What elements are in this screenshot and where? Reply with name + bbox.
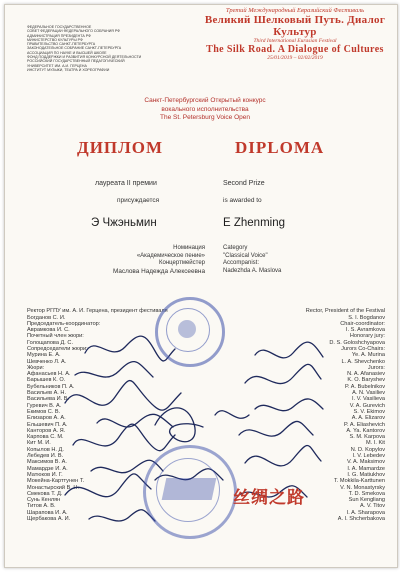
jury-member: Васильева И. В. — [27, 396, 70, 403]
jury-member: I. G. Matiukhov — [347, 471, 385, 478]
jury-member: Афанасьев Н. А. — [27, 371, 71, 378]
org-line: ПРАВИТЕЛЬСТВО САНКТ-ПЕТЕРБУРГА — [27, 42, 96, 47]
signature — [255, 399, 323, 411]
jury-member: Копылов Н. Д. — [27, 446, 64, 453]
prize-en: Second Prize — [223, 180, 265, 187]
festival-title-ru: Великий Шелковый Путь. Диалог Культур — [204, 14, 386, 38]
jury-member: Жюри: — [27, 364, 45, 371]
jury-member: Барышев К. О. — [27, 377, 66, 384]
festival-title-ru-small: Третий Международный Евразийский Фестиваль — [225, 7, 365, 14]
jury-member: Васильев А. Н. — [27, 390, 67, 397]
festival-stamp — [143, 445, 237, 539]
signature — [75, 362, 153, 377]
jury-member: Щербакова А. И. — [27, 516, 71, 522]
jury-member: Сопредседатели жюри: — [27, 345, 88, 352]
jury-member: Кит М. И. — [27, 440, 51, 447]
jury-member: L. A. Shevchenko — [341, 358, 385, 365]
organizations-list — [27, 25, 177, 72]
festival-dates: 25/01/2019 – 02/02/2019 — [267, 55, 323, 61]
jury-member: Jurors Co-Chairs: — [341, 345, 385, 352]
jury-member: D. S. Goloshchyapova — [329, 339, 385, 346]
jury-member: A. I. Shcherbakova — [337, 516, 385, 522]
jury-left-rector: Ректор РГПУ им. А. И. Герцена, президент фестиваля — [27, 308, 168, 314]
jury-member: Максимов В. А. — [27, 459, 67, 466]
org-line: СОВЕТ ФЕДЕРАЦИИ ФЕДЕРАЛЬНОГО СОБРАНИЯ РФ — [27, 29, 120, 34]
jury-member: A. A. Elizarov — [351, 415, 385, 422]
jury-member: Бубельников П. А. — [27, 383, 75, 390]
concertmaster-label: Концертмейстер — [159, 260, 205, 266]
jury-member: Ye. A. Murina — [351, 352, 385, 359]
jury-member: Гуревич В. А. — [27, 402, 62, 409]
jury-member: I. A. Sharapova — [346, 509, 385, 516]
jury-member: A. N. Vasiliev — [352, 390, 385, 397]
jury-member: Ельшевич П. А. — [27, 421, 68, 428]
signature — [65, 381, 181, 411]
jury-member: S. M. Karpova — [349, 434, 385, 441]
jury-member: N. A. Afanasiev — [347, 371, 385, 378]
org-line: ЗАКОНОДАТЕЛЬНОЕ СОБРАНИЕ САНКТ-ПЕТЕРБУРГА — [27, 46, 122, 51]
signature — [255, 342, 323, 358]
jury-member: K. O. Baryshev — [347, 377, 385, 384]
festival-title-en: The Silk Road. A Dialogue of Cultures — [206, 44, 384, 55]
university-seal — [155, 297, 225, 367]
jury-member: Мамардзе И. А. — [27, 465, 68, 472]
nomination-value: «Академическое пение» — [136, 252, 205, 259]
stamp-emblem — [162, 478, 217, 500]
accompanist-label: Accompanist: — [223, 260, 260, 266]
jury-member: Chair-coordinator: — [340, 320, 385, 327]
jury-member: S. V. Ekimov — [353, 408, 385, 415]
org-line: АДМИНИСТРАЦИЯ ПРЕЗИДЕНТА РФ — [27, 33, 91, 38]
jury-member: Мокейна-Карттунен Т. — [27, 478, 85, 485]
seal-emblem — [178, 320, 196, 338]
jury-member: Сунь Кенлян — [27, 497, 61, 504]
jury-member: P. A. Eliashevich — [344, 421, 385, 428]
org-line: РОССИЙСКИЙ ГОСУДАРСТВЕННЫЙ ПЕДАГОГИЧЕСКИЙ — [27, 59, 125, 64]
awarded-ru: присуждается — [117, 197, 160, 204]
signature — [73, 424, 175, 451]
festival-header — [195, 7, 395, 61]
jury-member: Шевченко Л. А. — [27, 358, 67, 365]
jury-member: V. N. Monastyrsky — [340, 484, 385, 491]
diploma-title-ru: ДИПЛОМ — [77, 138, 164, 157]
jury-member: M. I. Kit — [366, 440, 385, 447]
org-line: УНИВЕРСИТЕТ ИМ. А.И. ГЕРЦЕНА — [27, 63, 87, 68]
awarded-en: is awarded to — [223, 197, 262, 204]
jury-member: Мурина Е. А. — [27, 352, 61, 359]
category-value: "Classical Voice" — [223, 252, 268, 259]
jury-member: V. A. Gurevich — [349, 402, 385, 409]
org-line: ИНСТИТУТ МУЗЫКИ, ТЕАТРА И ХОРЕОГРАФИИ — [27, 67, 110, 72]
signature — [65, 474, 151, 497]
diploma-title-en: DIPLOMA — [235, 138, 325, 157]
jury-member: Honorary jury: — [349, 333, 385, 340]
signature — [215, 411, 249, 419]
contest-line-2: вокального исполнительства — [161, 105, 249, 113]
contest-name — [65, 97, 345, 123]
jury-member: A. Ya. Kantorov — [346, 427, 385, 434]
jury-member: Монастырский В. Н. — [27, 484, 80, 491]
nomination-block — [65, 245, 205, 268]
signature — [245, 364, 321, 383]
org-line: АССОЦИАЦИЯ ПО НАУКЕ И ВЫСШЕЙ ШКОЛЕ — [27, 50, 107, 55]
jury-member: V. A. Maksimov — [346, 459, 385, 466]
jury-member: Jurors: — [367, 364, 385, 371]
contest-line-3: The St. Petersburg Voice Open — [160, 114, 250, 121]
signature — [245, 446, 321, 466]
org-line: МИНИСТЕРСТВО КУЛЬТУРЫ РФ — [27, 37, 83, 42]
jury-member: Почетный член жюри: — [27, 333, 84, 340]
jury-member: A. V. Titov — [360, 503, 385, 510]
prize-ru: лауреата II премии — [95, 180, 157, 187]
jury-member: Председатель-координатор: — [27, 320, 101, 327]
jury-member: Матюков И. Г. — [27, 471, 63, 478]
category-label: Category — [223, 245, 248, 251]
festival-title-en-small: Third International Eurasian Festival — [253, 38, 337, 44]
jury-member: Sun Kengliang — [348, 497, 385, 504]
jury-member: I. V. Vasilieva — [352, 396, 385, 403]
contest-line-1: Санкт-Петербургский Открытый конкурс — [144, 97, 266, 104]
jury-member: Екимов С. В. — [27, 408, 61, 415]
jury-member: Лебедев И. В. — [27, 453, 64, 460]
jury-member: Шарапова И. А. — [27, 509, 68, 516]
concertmaster-name: Маслова Надежда Алексеевна — [112, 268, 205, 275]
jury-member: P. A. Bubelnikov — [344, 383, 385, 390]
signature — [155, 408, 203, 442]
jury-member: I. A. Mamardze — [347, 465, 385, 472]
org-line: ФЕДЕРАЛЬНОЕ ГОСУДАРСТВЕННОЕ — [27, 25, 92, 29]
jury-member: Карпова С. М. — [27, 434, 64, 441]
category-block — [223, 245, 281, 275]
jury-member: S. I. Bogdanov — [348, 314, 385, 321]
signature — [89, 510, 155, 521]
jury-member: Богданов С. И. — [27, 314, 66, 321]
signature — [239, 421, 313, 436]
diploma-document — [4, 4, 398, 568]
recipient-name-en: E Zhenming — [223, 217, 286, 229]
silk-road-chinese-stamp: 丝绸之路 — [233, 488, 305, 508]
jury-right-rector: Rector, President of the Festival — [305, 308, 385, 314]
accompanist-name: Nadezhda A. Maslova — [223, 267, 282, 274]
recipient-name-ru: Э Чжэньмин — [91, 217, 157, 229]
nomination-label: Номинация — [173, 245, 205, 251]
jury-member: Титов А. В. — [27, 503, 56, 510]
jury-member: Аврамкова И. С. — [27, 327, 70, 334]
jury-member: Смекова Т. Д. — [27, 490, 63, 497]
jury-member: I. S. Avramkova — [345, 327, 385, 334]
jury-member: I. V. Lebedev — [352, 453, 385, 460]
jury-member: N. D. Kopylov — [350, 446, 385, 453]
jury-member: Голощапова Д. С. — [27, 339, 73, 346]
jury-member: Елизаров А. А. — [27, 415, 66, 422]
org-line: ФОНД ПОДДЕРЖКИ И РАЗВИТИЯ КОНКУРСНОЙ ДЕЯТЕЛЬНОСТИ — [27, 55, 142, 60]
jury-member: Канторов А. Я. — [27, 427, 66, 434]
jury-member: T. D. Smekova — [348, 490, 385, 497]
jury-member: T. Mokkila-Karttunen — [334, 478, 385, 485]
